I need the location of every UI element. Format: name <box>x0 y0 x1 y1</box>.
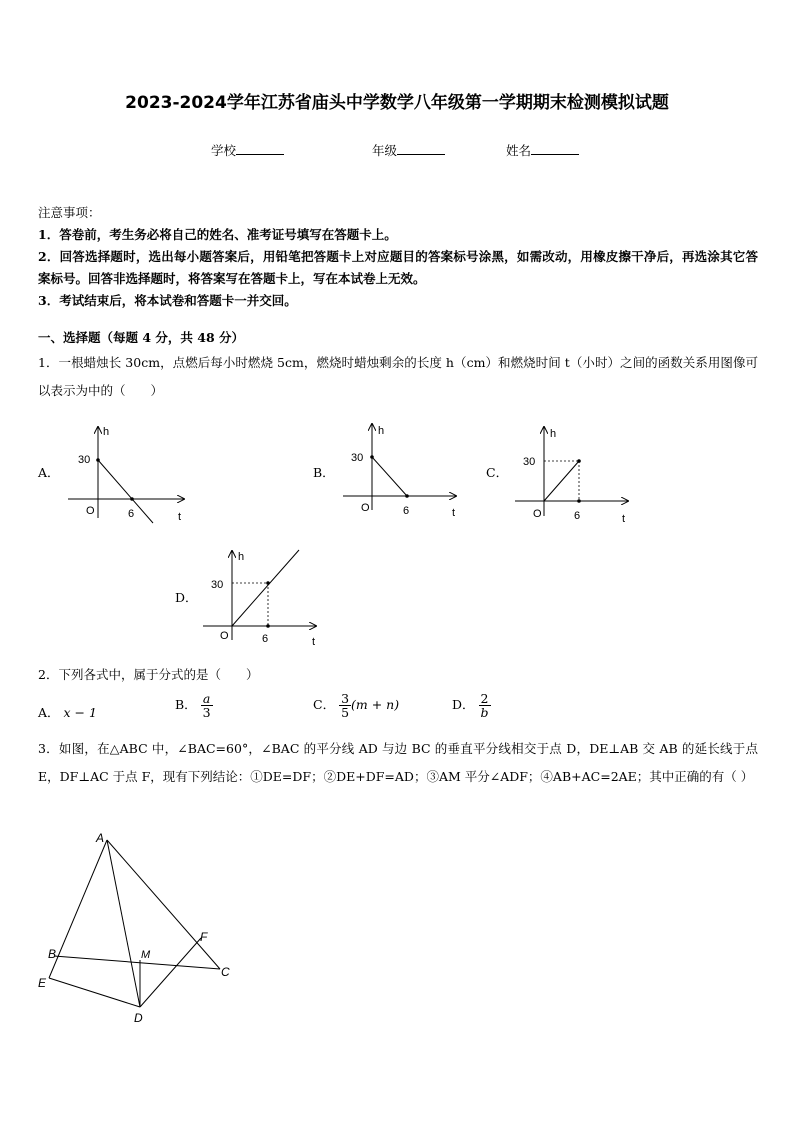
q2-option-d-fraction: $\frac{2}{b}$ <box>480 691 489 720</box>
note-item: 3．考试结束后，将本试卷和答题卡一并交回。 <box>38 293 297 308</box>
q2-option-a-expr: x − 1 <box>63 705 97 720</box>
point-marker <box>130 497 134 501</box>
point-marker <box>96 458 100 462</box>
note-item: 1．答卷前，考生务必将自己的姓名、准考证号填写在答题卡上。 <box>38 227 397 242</box>
x-axis-label: t <box>622 513 626 525</box>
y-tick-label: 30 <box>523 456 536 468</box>
y-tick-label: 30 <box>78 454 91 466</box>
q2-option-c[interactable] <box>313 692 399 719</box>
name-label: 姓名 <box>506 143 532 158</box>
graph-line <box>544 461 579 501</box>
point-f-label: F <box>200 930 208 944</box>
question-1-text: 1．一根蜡烛长 30cm，点燃后每小时燃烧 5cm，燃烧时蜡烛剩余的长度 h（cm）和燃烧时间 t（小时）之间的函数关系用图像可以表示为中的（ ） <box>38 355 758 398</box>
q1-option-a-graph <box>60 420 200 530</box>
y-axis-label: h <box>103 426 110 438</box>
point-e-label: E <box>38 976 47 990</box>
notes-heading: 注意事项： <box>38 205 101 220</box>
point-marker <box>266 581 270 585</box>
q1-option-a-label[interactable]: A． <box>38 465 60 480</box>
graph-line <box>98 460 153 523</box>
note-item: 2．回答选择题时，选出每小题答案后，用铅笔把答题卡上对应题目的答案标号涂黑，如需改动，用橡皮擦干净后，再选涂其它答案标号。回答非选择题时，将答案写在答题卡上，写在本试卷上无效。 <box>38 249 758 286</box>
q2-option-c-tail: (m + n) <box>351 697 400 712</box>
q2-option-a[interactable] <box>38 703 97 721</box>
q2-option-c-fraction: $\frac{3}{5}$ <box>341 691 350 720</box>
q1-option-c-label[interactable]: C． <box>486 465 509 480</box>
point-marker <box>266 624 270 628</box>
x-tick-label: 6 <box>403 505 410 517</box>
y-tick-label: 30 <box>211 579 224 591</box>
x-axis-label: t <box>178 511 182 523</box>
y-axis-label: h <box>238 551 245 563</box>
origin-label: O <box>220 630 229 642</box>
q1-option-b-graph <box>336 418 466 528</box>
q3-triangle-figure <box>30 828 250 1028</box>
name-field <box>506 141 579 159</box>
x-axis-label: t <box>452 507 456 519</box>
notes-section <box>38 202 758 312</box>
y-axis-label: h <box>550 428 557 440</box>
q1-option-d-graph <box>196 543 336 653</box>
origin-label: O <box>361 502 370 514</box>
point-a-label: A <box>96 831 105 845</box>
q1-option-c-graph <box>508 420 638 530</box>
point-b-label: B <box>48 947 57 961</box>
segment-ad <box>107 840 140 1007</box>
point-marker <box>577 499 581 503</box>
segment-ac <box>107 840 220 969</box>
point-m-label: M <box>141 949 151 961</box>
origin-label: O <box>533 508 542 520</box>
grade-blank <box>397 142 445 155</box>
q1-option-d-label[interactable]: D． <box>175 590 198 605</box>
q2-option-b-label: B． <box>175 697 197 712</box>
segment-ae <box>49 840 107 978</box>
q2-option-d-label: D． <box>452 697 475 712</box>
school-field <box>211 141 284 159</box>
q2-option-b-fraction: $\frac{a}{3}$ <box>202 691 211 720</box>
q2-option-d[interactable] <box>452 692 491 719</box>
segment-bc <box>54 956 220 969</box>
grade-label: 年级 <box>372 143 398 158</box>
point-c-label: C <box>221 965 230 979</box>
name-blank <box>531 142 579 155</box>
y-tick-label: 30 <box>351 452 364 464</box>
origin-label: O <box>86 505 95 517</box>
x-tick-label: 6 <box>262 633 269 645</box>
x-tick-label: 6 <box>128 508 135 520</box>
school-label: 学校 <box>211 143 237 158</box>
graph-line <box>372 457 407 496</box>
question-2-text: 2．下列各式中，属于分式的是（ ） <box>38 667 259 682</box>
segment-ed <box>49 978 140 1007</box>
point-marker <box>405 494 409 498</box>
q2-option-a-label: A． <box>38 705 60 720</box>
point-marker <box>370 455 374 459</box>
point-d-label: D <box>134 1011 143 1025</box>
exam-title: 2023-2024学年江苏省庙头中学数学八年级第一学期期末检测模拟试题 <box>125 93 669 113</box>
question-3-text: 3．如图，在△ABC 中，∠BAC=60°，∠BAC 的平分线 AD 与边 BC 的垂直平分线相交于点 D，DE⊥AB 交 AB 的延长线于点 E，DF⊥AC 于点 F，现有下列结论：①DE=DF；②DE+DF=AD；③AM 平分∠ADF；④AB+AC=2AE；其中正确的有（ ） <box>38 741 758 784</box>
grade-field <box>372 141 445 159</box>
x-tick-label: 6 <box>574 510 581 522</box>
q2-option-c-label: C． <box>313 697 336 712</box>
x-axis-label: t <box>312 636 316 648</box>
section-heading: 一、选择题（每题 4 分，共 48 分） <box>38 330 245 345</box>
point-marker <box>577 459 581 463</box>
q1-option-b-label[interactable]: B． <box>313 465 335 480</box>
y-axis-label: h <box>378 425 385 437</box>
q2-option-b[interactable] <box>175 692 213 719</box>
school-blank <box>236 142 284 155</box>
